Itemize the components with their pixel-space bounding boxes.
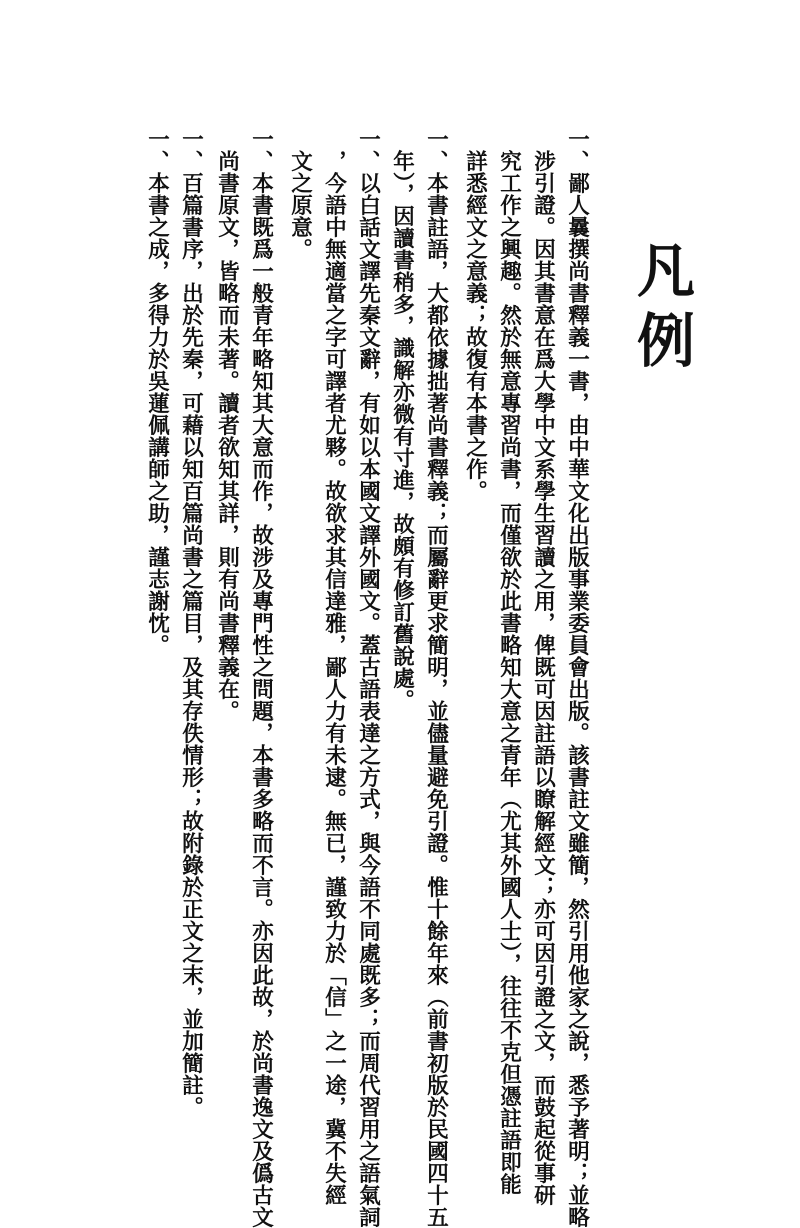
text-column-13: 一、本書之成，多得力於吳蓮佩講師之助，謹志謝忱。 [144, 128, 170, 656]
page-title: 凡例 [627, 240, 695, 380]
text-column-8: ，今語中無適當之字可譯者尤夥。故欲求其信達雅，鄙人力有未逮。無已，謹致力於「信」之一途，冀不失經 [321, 150, 347, 1206]
text-column-10: 一、本書既爲一般青年略知其大意而作，故涉及專門性之問題，本書多略而不言。亦因此故，於尚書逸文及僞古文 [248, 128, 274, 1228]
text-column-4: 詳悉經文之意義；故復有本書之作。 [462, 150, 488, 502]
text-column-1: 一、鄙人曩撰尚書釋義一書，由中華文化出版事業委員會出版。該書註文雖簡，然引用他家之說，悉予著明；並略 [564, 128, 590, 1228]
text-column-12: 一、百篇書序，出於先秦，可藉以知百篇尚書之篇目，及其存佚情形；故附錄於正文之末，並加簡註。 [178, 128, 204, 1118]
text-column-6: 年），因讀書稍多，識解亦微有寸進，故頗有修訂舊說處。 [389, 150, 415, 712]
text-column-5: 一、本書註語，大都依據拙著尚書釋義；而屬辭更求簡明，並儘量避免引證。惟十餘年來（前書初版於民國四十五 [423, 128, 449, 1228]
text-column-2: 涉引證。因其書意在爲大學中文系學生習讀之用，俾既可因註語以瞭解經文；亦可因引證之文，而鼓起從事研 [530, 150, 556, 1206]
text-column-11: 尚書原文，皆略而未著。讀者欲知其詳，則有尚書釋義在。 [214, 150, 240, 722]
text-column-9: 文之原意。 [287, 150, 313, 260]
text-column-3: 究工作之興趣。然於無意專習尚書，而僅欲於此書略知大意之青年（尤其外國人士），往往不克但憑註語即能 [496, 150, 522, 1196]
text-column-7: 一、以白話文譯先秦文辭，有如以本國文譯外國文。蓋古語表達之方式，與今語不同處既多；而周代習用之語氣詞 [355, 128, 381, 1228]
